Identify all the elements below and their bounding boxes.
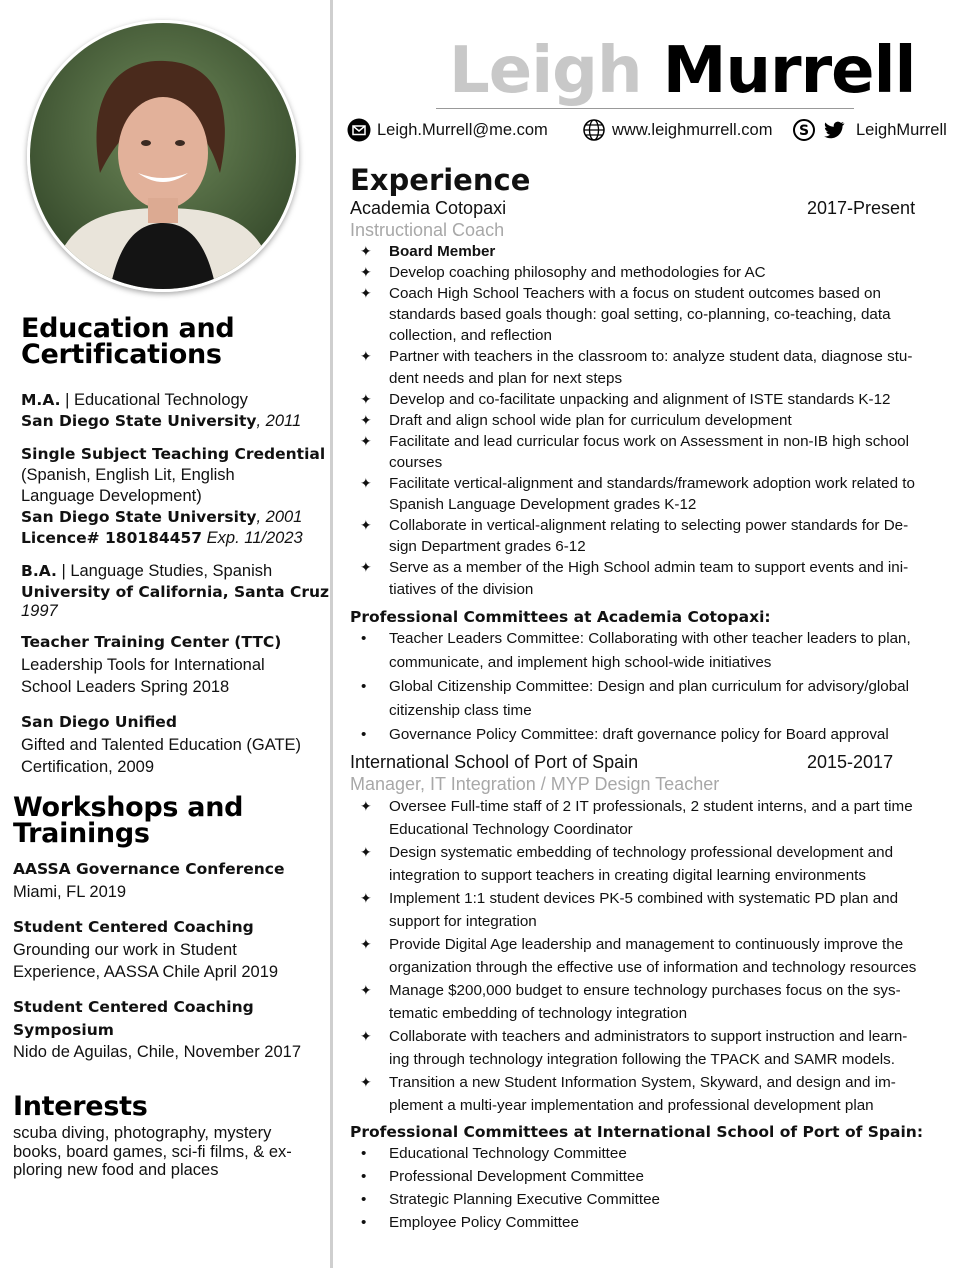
responsibility-item	[350, 410, 950, 431]
bullet-marker: ✦	[360, 798, 372, 814]
responsibility-item	[350, 841, 950, 887]
item-text-line: Facilitate and lead curricular focus work on Assessment in non-IB high school	[389, 432, 910, 450]
bullet-marker: ✦	[360, 559, 372, 576]
responsibility-item	[350, 887, 950, 933]
committees-heading: Professional Committees at Academia Cotopaxi:	[350, 608, 771, 626]
item-text-line: Transition a new Student Information System, Skyward, and design and im-	[389, 1074, 896, 1091]
workshop-title: Student Centered Coaching	[13, 918, 254, 936]
degree-label: M.A.	[21, 391, 61, 409]
program-detail: Leadership Tools for International	[21, 655, 265, 674]
job-role: Manager, IT Integration / MYP Design Teacher	[350, 774, 720, 794]
committee-list	[350, 1142, 950, 1234]
responsibility-item	[350, 515, 950, 557]
workshops-heading-line2: Trainings	[13, 818, 150, 849]
bullet-marker: ✦	[360, 348, 372, 365]
item-text-line: standards based goals though: goal setting, co-planning, co-teaching, data	[389, 306, 891, 324]
bullet-marker: ✦	[360, 264, 372, 281]
committee-item	[350, 627, 950, 675]
workshop-item	[13, 858, 284, 903]
item-text-line: Partner with teachers in the classroom to: analyze student data, diagnose stu-	[389, 348, 913, 366]
item-text-line: ing through technology integration following the TPACK and SAMR models.	[389, 1051, 895, 1068]
workshop-detail: Grounding our work in Student	[13, 940, 237, 959]
institution: San Diego State University	[21, 412, 257, 430]
responsibility-item	[350, 431, 950, 473]
item-text-line: Oversee Full-time staff of 2 IT professionals, 2 student interns, and a part time	[389, 798, 913, 815]
responsibility-item	[350, 979, 950, 1025]
workshop-title: AASSA Governance Conference	[13, 860, 285, 878]
year: , 2001	[256, 508, 303, 526]
job-dates: 2017-Present	[807, 198, 916, 218]
bullet-marker: •	[361, 726, 367, 743]
committee-item	[350, 1165, 950, 1188]
interests-line: scuba diving, photography, mystery	[13, 1124, 272, 1142]
social-handle[interactable]: LeighMurrell	[856, 121, 947, 139]
bullet-marker: •	[361, 678, 367, 695]
resume-name	[449, 36, 915, 106]
committee-item	[350, 1211, 950, 1234]
contact-social[interactable]	[792, 117, 947, 143]
skype-icon	[792, 118, 816, 142]
job-org: International School of Port of Spain	[350, 752, 639, 772]
item-text-line: Coach High School Teachers with a focus on student outcomes based on	[389, 285, 881, 303]
program-detail-2: Certification, 2009	[21, 758, 154, 776]
responsibility-item	[350, 933, 950, 979]
item-text-line: Facilitate vertical-alignment and standards/framework adoption work related to	[389, 475, 915, 493]
responsibility-item	[350, 1071, 950, 1117]
workshop-detail: Nido de Aguilas, Chile, November 2017	[13, 1043, 302, 1061]
responsibility-item	[350, 473, 950, 515]
year: 1997	[21, 602, 58, 620]
item-text-line: tiatives of the division	[389, 580, 534, 598]
committee-item	[350, 675, 950, 723]
job-role: Instructional Coach	[350, 220, 505, 240]
bullet-marker: ✦	[360, 890, 372, 906]
globe-icon	[582, 118, 606, 142]
bullet-marker: ✦	[360, 517, 372, 534]
column-divider	[330, 0, 333, 1268]
bullet-marker: ✦	[360, 243, 372, 259]
responsibility-item	[350, 241, 950, 262]
program-title: San Diego Unified	[21, 713, 177, 731]
year: , 2011	[256, 412, 302, 430]
item-text-line: Educational Technology Committee	[389, 1145, 627, 1162]
credential-title: Single Subject Teaching Credential	[21, 445, 326, 463]
item-text-line: Develop coaching philosophy and methodologies for AC	[389, 264, 766, 282]
email-text[interactable]: Leigh.Murrell@me.com	[377, 121, 548, 139]
item-text-line: sign Department grades 6-12	[389, 538, 586, 556]
profile-photo-image	[30, 23, 296, 289]
bullet-marker: •	[361, 1145, 367, 1162]
bullet-marker: ✦	[360, 844, 372, 860]
education-item-credential	[21, 444, 325, 549]
education-heading-line1: Education and	[21, 313, 235, 344]
interests-line: ploring new food and places	[13, 1161, 219, 1179]
degree-field: | Educational Technology	[60, 391, 248, 409]
program-title: Teacher Training Center (TTC)	[21, 633, 282, 651]
licence-expiry: Exp. 11/2023	[202, 529, 303, 547]
bullet-marker: ✦	[360, 285, 372, 302]
item-text-line: Board Member	[389, 243, 496, 260]
responsibility-item	[350, 262, 950, 283]
item-text-line: Global Citizenship Committee: Design and plan curriculum for advisory/global	[389, 678, 909, 695]
twitter-bird-icon	[822, 118, 846, 142]
bullet-marker: ✦	[360, 432, 372, 449]
item-text-line: Manage $200,000 budget to ensure technology purchases focus on the sys-	[389, 982, 901, 999]
contact-website[interactable]	[582, 117, 772, 143]
envelope-icon	[347, 118, 371, 142]
first-name: Leigh	[449, 34, 642, 108]
job-responsibilities	[350, 241, 950, 600]
item-text-line: Collaborate with teachers and administrators to support instruction and learn-	[389, 1028, 908, 1045]
experience-heading: Experience	[350, 163, 531, 197]
responsibility-item	[350, 346, 950, 388]
workshops-heading-line1: Workshops and	[13, 792, 244, 823]
education-item-gate	[21, 711, 301, 779]
bullet-marker: ✦	[360, 982, 372, 998]
workshops-heading	[13, 792, 244, 849]
education-heading-line2: Certifications	[21, 339, 222, 370]
item-text-line: Strategic Planning Executive Committee	[389, 1191, 660, 1208]
bullet-marker: •	[361, 1214, 367, 1231]
credential-detail-2: Language Development)	[21, 487, 202, 505]
item-text-line: organization through the effective use of information and technology resources	[389, 959, 917, 976]
item-text-line: plement a multi-year implementation and professional development plan	[389, 1097, 874, 1114]
item-text-line: Implement 1:1 student devices PK-5 combined with systematic PD plan and	[389, 890, 899, 907]
bullet-marker: •	[361, 1191, 367, 1208]
committees-heading: Professional Committees at International School of Port of Spain:	[350, 1123, 924, 1141]
responsibility-item	[350, 557, 950, 599]
name-underline	[436, 108, 854, 109]
svg-text:S: S	[798, 123, 810, 139]
job-dates: 2015-2017	[807, 752, 894, 772]
bullet-marker: ✦	[360, 390, 372, 407]
job-org: Academia Cotopaxi	[350, 198, 507, 218]
job-responsibilities	[350, 795, 950, 1117]
responsibility-item	[350, 1025, 950, 1071]
item-text-line: communicate, and implement high school-wide initiatives	[389, 654, 772, 671]
workshop-item	[13, 916, 278, 984]
committee-item	[350, 1142, 950, 1165]
program-detail: Gifted and Talented Education (GATE)	[21, 735, 302, 754]
contact-email[interactable]	[347, 117, 548, 143]
item-text-line: collection, and reflection	[389, 327, 552, 345]
item-text-line: Teacher Leaders Committee: Collaborating with other teacher leaders to plan,	[389, 630, 911, 647]
item-text-line: Provide Digital Age leadership and management to continuously improve the	[389, 936, 904, 953]
item-text-line: Spanish Language Development grades K-12	[389, 496, 697, 514]
item-text-line: Serve as a member of the High School admin team to support events and ini-	[389, 559, 909, 577]
item-text-line: Design systematic embedding of technology professional development and	[389, 844, 894, 861]
item-text-line: Draft and align school wide plan for curriculum development	[389, 411, 792, 429]
committee-item	[350, 723, 950, 747]
bullet-marker: ✦	[360, 936, 372, 952]
bullet-marker: ✦	[360, 411, 372, 428]
item-text-line: dent needs and plan for next steps	[389, 369, 623, 387]
workshop-title-2: Symposium	[13, 1020, 114, 1039]
item-text-line: tematic embedding of technology integration	[389, 1005, 688, 1022]
workshop-title: Student Centered Coaching	[13, 998, 254, 1016]
committee-item	[350, 1188, 950, 1211]
institution: San Diego State University	[21, 508, 257, 526]
interests-line: books, board games, sci-fi films, & ex-	[13, 1142, 292, 1161]
responsibility-item	[350, 283, 950, 346]
degree-field: | Language Studies, Spanish	[56, 562, 273, 580]
item-text-line: courses	[389, 453, 443, 471]
item-text-line: Develop and co-facilitate unpacking and alignment of ISTE standards K-12	[389, 390, 891, 408]
workshop-item	[13, 996, 301, 1064]
education-heading	[21, 313, 235, 370]
bullet-marker: ✦	[360, 475, 372, 492]
bullet-marker: •	[361, 630, 367, 647]
bullet-marker: ✦	[360, 1074, 372, 1090]
bullet-marker: •	[361, 1168, 367, 1185]
education-item-ba	[21, 561, 329, 620]
website-text[interactable]: www.leighmurrell.com	[612, 121, 773, 139]
workshop-detail: Miami, FL 2019	[13, 882, 127, 901]
program-detail-2: School Leaders Spring 2018	[21, 678, 230, 696]
item-text-line: citizenship class time	[389, 702, 532, 719]
responsibility-item	[350, 389, 950, 410]
education-item-ma	[21, 390, 301, 432]
credential-detail: (Spanish, English Lit, English	[21, 466, 235, 484]
item-text-line: integration to support teachers in creating digital learning environments	[389, 867, 866, 884]
item-text-line: Governance Policy Committee: draft governance policy for Board approval	[389, 726, 889, 743]
interests-heading: Interests	[13, 1091, 148, 1122]
institution: University of California, Santa Cruz	[21, 583, 330, 601]
item-text-line: Collaborate in vertical-alignment relating to selecting power standards for De-	[389, 517, 909, 535]
item-text-line: Employee Policy Committee	[389, 1214, 579, 1231]
degree-label: B.A.	[21, 562, 57, 580]
workshop-detail-2: Experience, AASSA Chile April 2019	[13, 963, 279, 981]
item-text-line: Educational Technology Coordinator	[389, 821, 633, 838]
item-text-line: support for integration	[389, 913, 537, 930]
last-name: Murrell	[662, 34, 916, 108]
item-text-line: Professional Development Committee	[389, 1168, 644, 1185]
profile-photo	[27, 20, 299, 292]
education-item-ttc	[21, 631, 281, 699]
bullet-marker: ✦	[360, 1028, 372, 1044]
responsibility-item	[350, 795, 950, 841]
licence-number: Licence# 180184457	[21, 529, 203, 547]
committee-list	[350, 627, 950, 747]
interests-text	[13, 1124, 292, 1180]
